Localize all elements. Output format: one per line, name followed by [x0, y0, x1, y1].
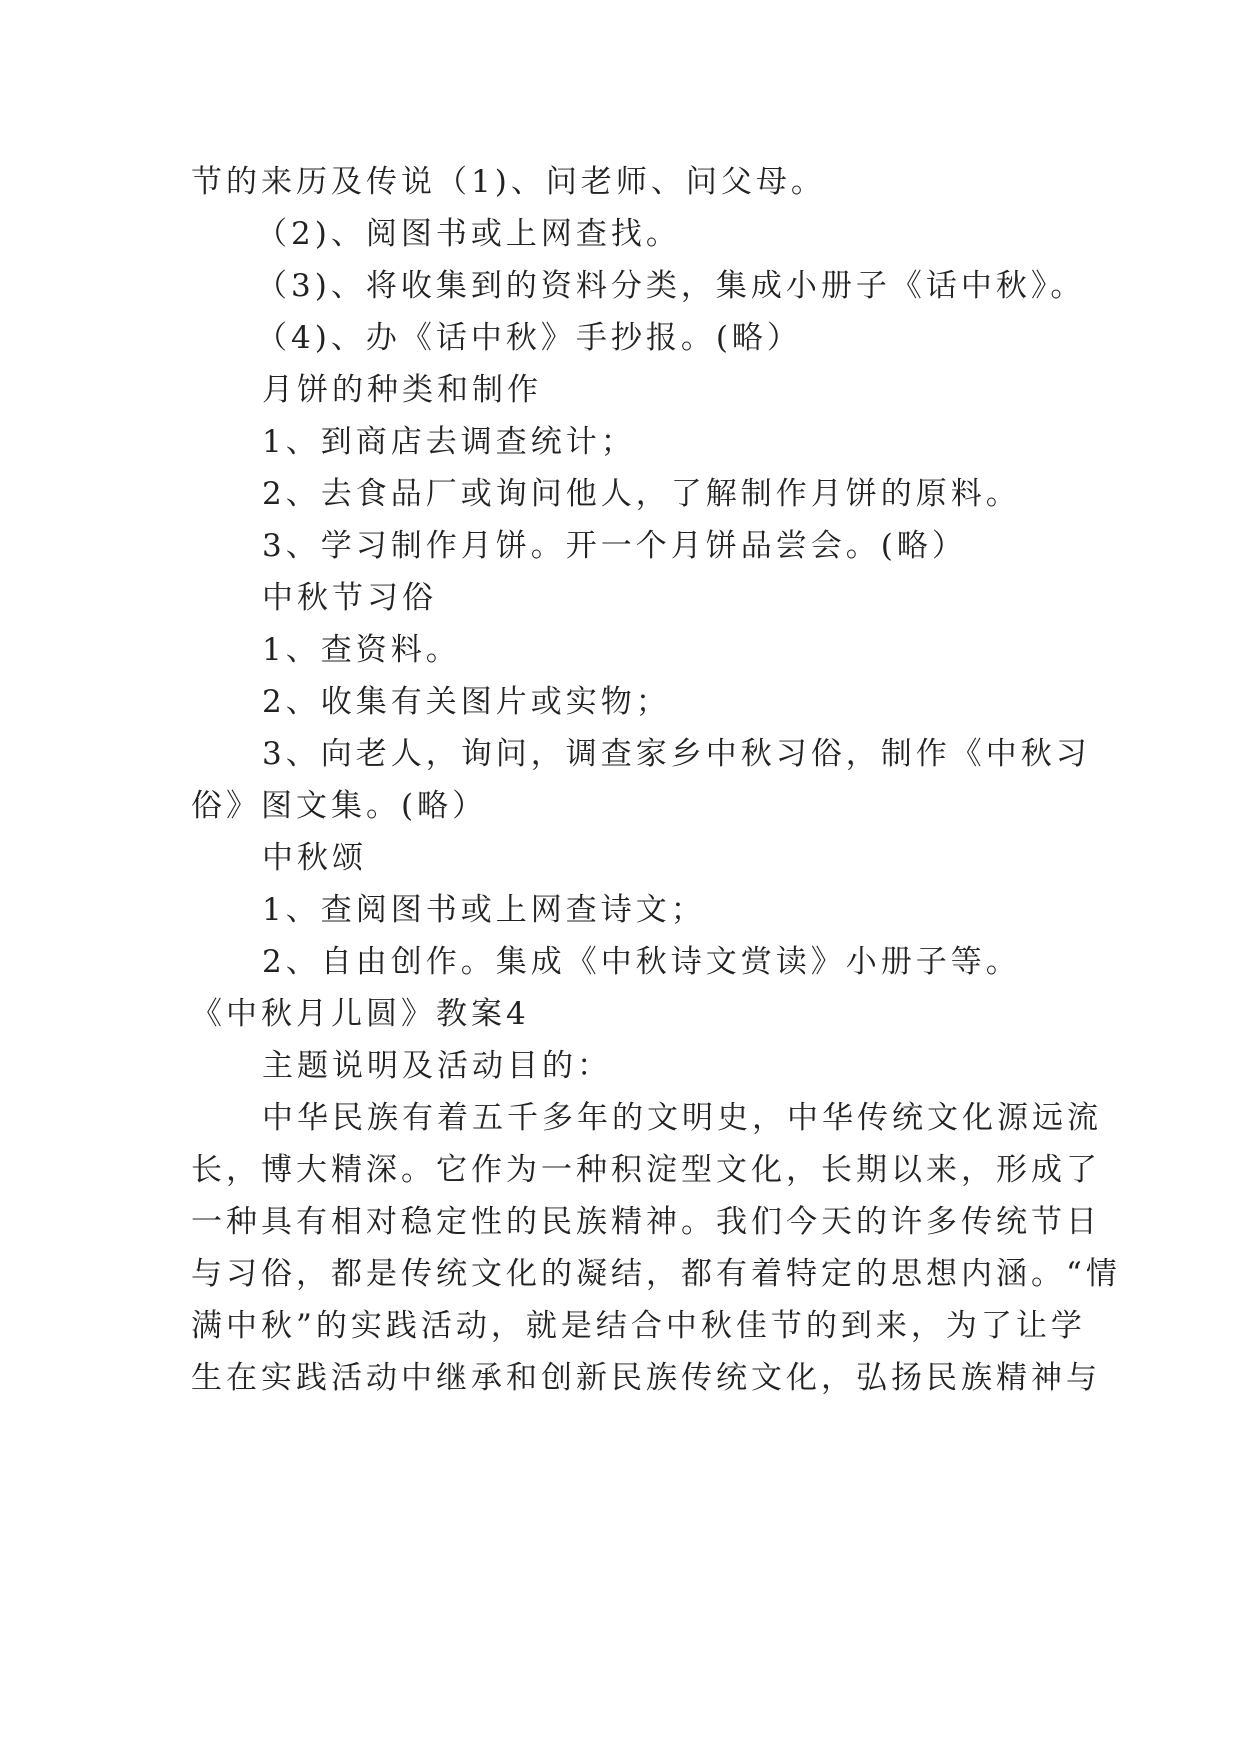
- text-line-1: 节的来历及传说（1)、问老师、问父母。: [191, 164, 826, 200]
- text-line-11: 2、收集有关图片或实物；: [262, 684, 671, 720]
- text-line-16: 2、自由创作。集成《中秋诗文赏读》小册子等。: [262, 944, 1021, 980]
- section-heading-mooncake: 月饼的种类和制作: [262, 372, 542, 408]
- text-line-12: 3、向老人，询问，调查家乡中秋习俗，制作《中秋习: [262, 736, 1091, 772]
- text-line-13: 俗》图文集。(略）: [191, 788, 488, 824]
- paragraph-line-2: 长，博大精深。它作为一种积淀型文化，长期以来，形成了: [191, 1152, 1101, 1188]
- text-line-7: 2、去食品厂或询问他人，了解制作月饼的原料。: [262, 476, 1021, 512]
- section-heading-purpose: 主题说明及活动目的：: [262, 1048, 612, 1084]
- text-line-10: 1、查资料。: [262, 632, 461, 668]
- text-line-6: 1、到商店去调查统计；: [262, 424, 636, 460]
- paragraph-line-3: 一种具有相对稳定性的民族精神。我们今天的许多传统节日: [191, 1204, 1101, 1240]
- text-line-2: （2)、阅图书或上网查找。: [256, 216, 681, 252]
- text-line-4: （4)、办《话中秋》手抄报。(略）: [256, 320, 802, 356]
- text-line-3: （3)、将收集到的资料分类，集成小册子《话中秋》。: [256, 268, 1086, 304]
- paragraph-line-5: 满中秋”的实践活动，就是结合中秋佳节的到来，为了让学: [191, 1308, 1086, 1344]
- paragraph-line-1: 中华民族有着五千多年的文明史，中华传统文化源远流: [262, 1100, 1102, 1136]
- text-line-8: 3、学习制作月饼。开一个月饼品尝会。(略）: [262, 528, 967, 564]
- text-line-15: 1、查阅图书或上网查诗文；: [262, 892, 706, 928]
- lesson-title: 《中秋月儿圆》教案4: [191, 996, 530, 1032]
- section-heading-customs: 中秋节习俗: [262, 580, 437, 616]
- paragraph-line-4: 与习俗，都是传统文化的凝结，都有着特定的思想内涵。“情: [191, 1256, 1121, 1292]
- paragraph-line-6: 生在实践活动中继承和创新民族传统文化，弘扬民族精神与: [191, 1360, 1101, 1396]
- section-heading-ode: 中秋颂: [262, 840, 367, 876]
